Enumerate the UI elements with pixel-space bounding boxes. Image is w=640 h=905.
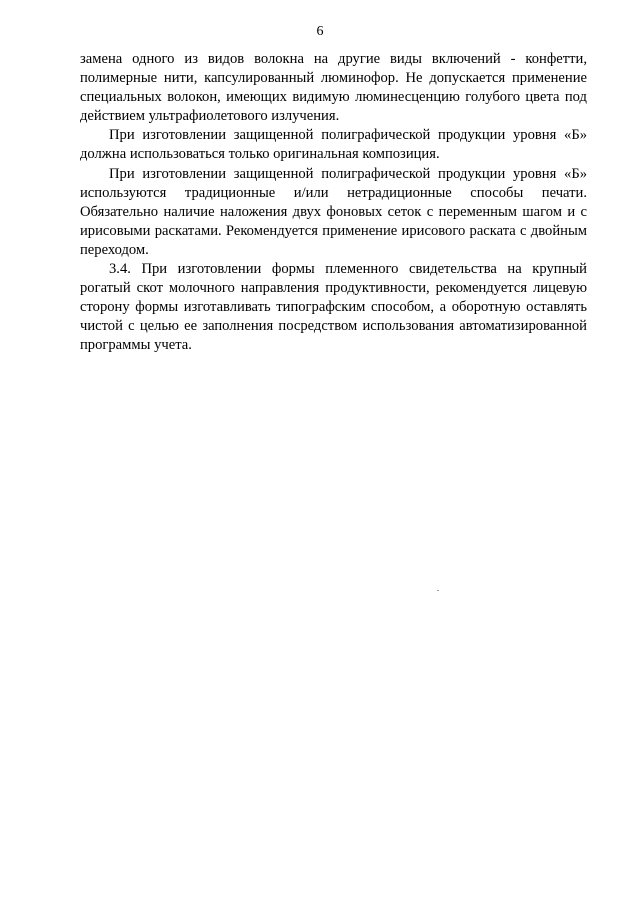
- document-body: [80, 50, 587, 356]
- paragraph-original-composition: При изготовлении защищенной полиграфической продукции уровня «Б» должна использоваться только оригинальная композиция.: [80, 127, 587, 163]
- scan-speck: [437, 590, 439, 591]
- page-number: 6: [316, 24, 324, 39]
- paragraph-printing-methods: При изготовлении защищенной полиграфической продукции уровня «Б» используются традиционные и/или нетрадиционные способы печати. Обязательно наличие наложения двух фоновых сеток с переменным шагом и с ирисовыми раскатами. Рекомендуется применение ирисового раската с двойным переходом.: [80, 165, 587, 258]
- paragraph-continuation: замена одного из видов волокна на другие виды включений - конфетти, полимерные нити, капсулированный люминофор. Не допускается применение специальных волокон, имеющих видимую люминесценцию голубого цвета под действием ультрафиолетового излучения.: [80, 51, 587, 125]
- paragraph-section-3-4: 3.4. При изготовлении формы племенного свидетельства на крупный рогатый скот молочного направления продуктивности, рекомендуется лицевую сторону формы изготавливать типографским способом, а оборотную оставлять чистой с целью ее заполнения посредством использования автоматизированной программы учета.: [80, 261, 587, 354]
